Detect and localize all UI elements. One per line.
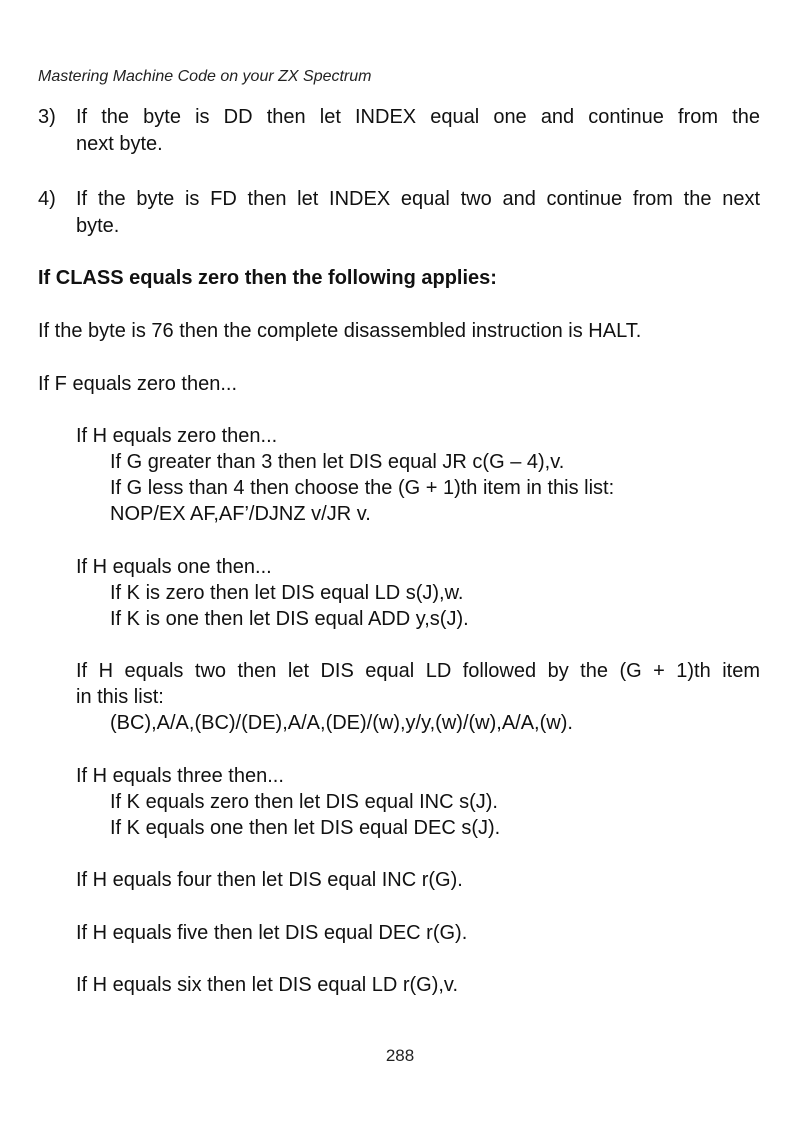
h-five-paragraph: If H equals five then let DIS equal DEC r(G). xyxy=(76,922,468,944)
halt-paragraph: If the byte is 76 then the complete disassembled instruction is HALT. xyxy=(38,320,642,342)
item-4-line-1: If the byte is FD then let INDEX equal two and continue from the next xyxy=(76,188,760,210)
h-zero-line-1: If G greater than 3 then let DIS equal JR c(G – 4),v. xyxy=(110,451,565,473)
item-3-line-2: next byte. xyxy=(76,133,163,155)
h-three-line-1: If K equals zero then let DIS equal INC s(J). xyxy=(110,791,498,813)
h-zero-line-2: If G less than 4 then choose the (G + 1)th item in this list: xyxy=(110,477,615,499)
h-four-paragraph: If H equals four then let DIS equal INC r(G). xyxy=(76,869,463,891)
h-two-line-3: (BC),A/A,(BC)/(DE),A/A,(DE)/(w),y/y,(w)/(w),A/A,(w). xyxy=(110,712,573,734)
item-4-number: 4) xyxy=(38,188,56,210)
h-zero-line-3: NOP/EX AF,AF’/DJNZ v/JR v. xyxy=(110,503,371,525)
class-zero-heading: If CLASS equals zero then the following applies: xyxy=(38,267,497,289)
item-4-line-2: byte. xyxy=(76,215,120,237)
h-three-line-2: If K equals one then let DIS equal DEC s(J). xyxy=(110,817,501,839)
h-three-title: If H equals three then... xyxy=(76,765,284,787)
h-one-line-2: If K is one then let DIS equal ADD y,s(J). xyxy=(110,608,469,630)
page-number: 288 xyxy=(385,1046,415,1065)
h-zero-title: If H equals zero then... xyxy=(76,425,278,447)
item-3-line-1: If the byte is DD then let INDEX equal one and continue from the xyxy=(76,106,760,128)
f-zero-paragraph: If F equals zero then... xyxy=(38,373,237,395)
h-two-line-2: in this list: xyxy=(76,686,164,708)
item-3-number: 3) xyxy=(38,106,56,128)
h-two-line-1: If H equals two then let DIS equal LD followed by the (G + 1)th item xyxy=(76,660,760,682)
h-one-line-1: If K is zero then let DIS equal LD s(J),w. xyxy=(110,582,464,604)
h-one-title: If H equals one then... xyxy=(76,556,272,578)
running-header: Mastering Machine Code on your ZX Spectrum xyxy=(38,68,372,85)
h-six-paragraph: If H equals six then let DIS equal LD r(G),v. xyxy=(76,974,459,996)
